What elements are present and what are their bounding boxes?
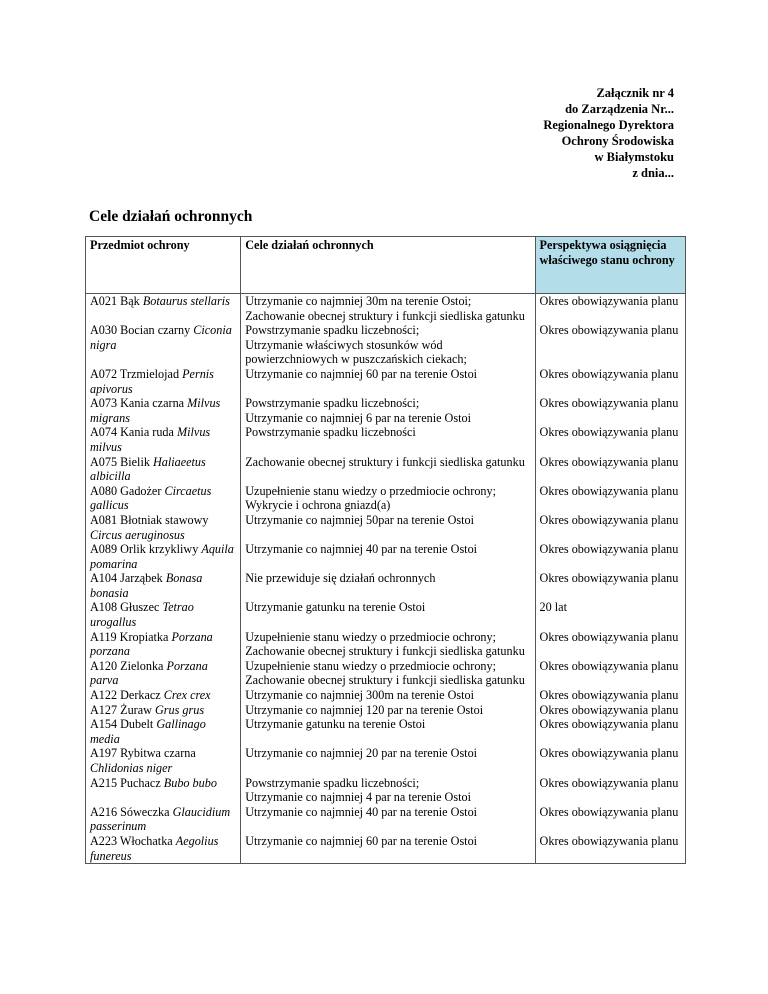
- perspective-text: Okres obowiązywania planu: [539, 454, 679, 469]
- perspective-text: Okres obowiązywania planu: [539, 323, 679, 338]
- goal-text: Utrzymanie co najmniej 40 par na terenie Ostoi: [245, 542, 478, 557]
- species-latin-name: Gallinago media: [90, 717, 206, 746]
- perspective-cell: [535, 746, 685, 775]
- perspective-text: Okres obowiązywania planu: [539, 717, 679, 732]
- goal-text: Zachowanie obecnej struktury i funkcji siedliska gatunku: [245, 308, 525, 323]
- subject-cell: [86, 834, 241, 864]
- subject-cell: [86, 600, 241, 629]
- table-row: [86, 542, 686, 571]
- goal-text: Zachowanie obecnej struktury i funkcji siedliska gatunku: [245, 644, 525, 659]
- species-latin-name: Botaurus stellaris: [142, 294, 230, 308]
- species-latin-name: Crex crex: [163, 688, 211, 703]
- header-goals: Cele działań ochronnych: [241, 237, 535, 294]
- perspective-cell: [535, 630, 685, 659]
- header-subject: Przedmiot ochrony: [86, 237, 241, 294]
- perspective-cell: [535, 367, 685, 396]
- perspective-cell: [535, 776, 685, 805]
- table-row: [86, 688, 686, 703]
- goals-cell: [241, 455, 535, 484]
- table-row: [86, 367, 686, 396]
- subject-cell: [86, 630, 241, 659]
- perspective-cell: [535, 484, 685, 513]
- goal-text: Utrzymanie właściwych stosunków wód powierzchniowych w puszczańskich ciekach;: [245, 337, 467, 367]
- perspective-text: Okres obowiązywania planu: [539, 804, 679, 819]
- species-latin-name: Circus aeruginosus: [90, 527, 185, 542]
- species-latin-name: Aegolius funereus: [90, 833, 219, 863]
- table-row: [86, 396, 686, 425]
- goal-text: Utrzymanie co najmniej 6 par na terenie Ostoi: [245, 410, 471, 425]
- species-latin-name: Bonasa bonasia: [90, 571, 203, 600]
- goals-cell: [241, 688, 535, 703]
- table-row: [86, 630, 686, 659]
- species-latin-name: Ciconia nigra: [90, 323, 232, 352]
- perspective-text: Okres obowiązywania planu: [539, 658, 679, 673]
- species-latin-name: Glaucidium passerinum: [90, 804, 231, 834]
- subject-cell: [86, 513, 241, 542]
- species-code: A197 Rybitwa czarna: [90, 746, 196, 761]
- subject-cell: [86, 425, 241, 454]
- table-header-row: [86, 237, 686, 294]
- species-code: A030 Bocian czarny: [90, 323, 194, 338]
- table-row: [86, 455, 686, 484]
- species-code: A104 Jarząbek: [90, 571, 166, 586]
- perspective-text: Okres obowiązywania planu: [539, 483, 679, 498]
- perspective-cell: [535, 455, 685, 484]
- table-row: [86, 600, 686, 629]
- table-row: [86, 834, 686, 864]
- goals-cell: [241, 746, 535, 775]
- perspective-text: Okres obowiązywania planu: [539, 833, 679, 848]
- perspective-cell: [535, 703, 685, 718]
- table-row: [86, 294, 686, 324]
- perspective-cell: [535, 323, 685, 367]
- species-code: A072 Trzmielojad: [90, 366, 183, 381]
- goals-cell: [241, 776, 535, 805]
- perspective-text: Okres obowiązywania planu: [539, 702, 679, 717]
- perspective-text: 20 lat: [539, 600, 567, 615]
- goal-text: Utrzymanie co najmniej 40 par na terenie Ostoi: [245, 804, 478, 819]
- goals-cell: [241, 659, 535, 688]
- perspective-text: Okres obowiązywania planu: [539, 629, 679, 644]
- perspective-cell: [535, 571, 685, 600]
- species-latin-name: Aquila pomarina: [90, 542, 234, 571]
- perspective-text: Okres obowiązywania planu: [539, 746, 679, 761]
- subject-cell: [86, 717, 241, 746]
- subject-cell: [86, 367, 241, 396]
- species-latin-name: Milvus migrans: [90, 396, 221, 425]
- species-code: A223 Włochatka: [90, 833, 176, 848]
- goals-cell: [241, 630, 535, 659]
- species-code: A089 Orlik krzykliwy: [90, 542, 202, 557]
- perspective-text: Okres obowiązywania planu: [539, 512, 679, 527]
- perspective-cell: [535, 659, 685, 688]
- header-line: Załącznik nr 4: [596, 86, 674, 100]
- species-latin-name: Milvus milvus: [90, 425, 211, 454]
- perspective-cell: [535, 513, 685, 542]
- goals-cell: [241, 367, 535, 396]
- goal-text: Wykrycie i ochrona gniazd(a): [245, 498, 391, 513]
- table-row: [86, 425, 686, 454]
- header-line: Ochrony Środowiska: [561, 134, 674, 148]
- species-code: A216 Sóweczka: [90, 804, 173, 819]
- goals-cell: [241, 805, 535, 834]
- perspective-text: Okres obowiązywania planu: [539, 396, 679, 411]
- species-code: A119 Kropiatka: [90, 629, 172, 644]
- species-code: A120 Zielonka: [90, 658, 167, 673]
- perspective-cell: [535, 834, 685, 864]
- goal-text: Utrzymanie co najmniej 60 par na terenie Ostoi: [245, 833, 478, 848]
- goals-table: [85, 236, 686, 864]
- species-code: A021 Bąk: [90, 294, 143, 308]
- goal-text: Utrzymanie co najmniej 50par na terenie Ostoi: [245, 512, 475, 527]
- species-code: A073 Kania czarna: [90, 396, 188, 411]
- header-line: z dnia...: [632, 166, 674, 180]
- goal-text: Utrzymanie co najmniej 4 par na terenie Ostoi: [245, 790, 471, 805]
- goal-text: Utrzymanie gatunku na terenie Ostoi: [245, 717, 426, 732]
- header-line: do Zarządzenia Nr...: [565, 102, 674, 116]
- goals-cell: [241, 323, 535, 367]
- table-row: [86, 659, 686, 688]
- species-code: A108 Głuszec: [90, 600, 163, 615]
- perspective-text: Okres obowiązywania planu: [539, 688, 679, 703]
- goal-text: Powstrzymanie spadku liczebności;: [245, 775, 420, 790]
- perspective-cell: [535, 425, 685, 454]
- goals-cell: [241, 513, 535, 542]
- table-row: [86, 717, 686, 746]
- species-code: A215 Puchacz: [90, 775, 164, 790]
- goal-text: Nie przewiduje się działań ochronnych: [245, 571, 436, 586]
- goals-cell: [241, 571, 535, 600]
- goal-text: Powstrzymanie spadku liczebności;: [245, 323, 420, 338]
- goal-text: Zachowanie obecnej struktury i funkcji siedliska gatunku: [245, 673, 525, 688]
- perspective-text: Okres obowiązywania planu: [539, 366, 679, 381]
- goal-text: Powstrzymanie spadku liczebności: [245, 425, 416, 440]
- document-header: [543, 85, 674, 181]
- subject-cell: [86, 294, 241, 324]
- subject-cell: [86, 571, 241, 600]
- goal-text: Powstrzymanie spadku liczebności;: [245, 396, 420, 411]
- subject-cell: [86, 455, 241, 484]
- table-body: [86, 294, 686, 864]
- perspective-cell: [535, 717, 685, 746]
- subject-cell: [86, 703, 241, 718]
- perspective-text: Okres obowiązywania planu: [539, 294, 679, 308]
- goal-text: Uzupełnienie stanu wiedzy o przedmiocie ochrony;: [245, 658, 497, 673]
- goal-text: Zachowanie obecnej struktury i funkcji siedliska gatunku: [245, 454, 525, 469]
- species-latin-name: Haliaeetus albicilla: [90, 454, 206, 484]
- perspective-text: Okres obowiązywania planu: [539, 542, 679, 557]
- subject-cell: [86, 484, 241, 513]
- species-code: A122 Derkacz: [90, 688, 164, 703]
- perspective-cell: [535, 805, 685, 834]
- species-code: A074 Kania ruda: [90, 425, 177, 440]
- perspective-cell: [535, 688, 685, 703]
- perspective-text: Okres obowiązywania planu: [539, 425, 679, 440]
- perspective-text: Okres obowiązywania planu: [539, 775, 679, 790]
- table-row: [86, 323, 686, 367]
- species-latin-name: Pernis apivorus: [90, 366, 214, 396]
- subject-cell: [86, 542, 241, 571]
- perspective-cell: [535, 600, 685, 629]
- goals-cell: [241, 542, 535, 571]
- perspective-text: Okres obowiązywania planu: [539, 571, 679, 586]
- goals-cell: [241, 425, 535, 454]
- goals-cell: [241, 834, 535, 864]
- goal-text: Utrzymanie co najmniej 300m na terenie Ostoi: [245, 688, 475, 703]
- species-latin-name: Porzana parva: [90, 658, 208, 688]
- subject-cell: [86, 805, 241, 834]
- goals-cell: [241, 703, 535, 718]
- table-row: [86, 805, 686, 834]
- subject-cell: [86, 746, 241, 775]
- table-row: [86, 484, 686, 513]
- table-row: [86, 703, 686, 718]
- species-latin-name: Tetrao urogallus: [90, 600, 194, 630]
- subject-cell: [86, 688, 241, 703]
- goal-text: Utrzymanie co najmniej 120 par na terenie Ostoi: [245, 702, 484, 717]
- species-latin-name: Grus grus: [154, 702, 205, 717]
- goal-text: Uzupełnienie stanu wiedzy o przedmiocie ochrony;: [245, 629, 497, 644]
- subject-cell: [86, 396, 241, 425]
- species-code: A127 Żuraw: [90, 702, 155, 717]
- header-perspective: Perspektywa osiągnięcia właściwego stanu ochrony: [535, 237, 685, 294]
- goals-cell: [241, 600, 535, 629]
- species-latin-name: Chlidonias niger: [90, 761, 173, 775]
- page-title: Cele działań ochronnych: [89, 208, 253, 225]
- goals-cell: [241, 484, 535, 513]
- species-code: A080 Gadożer: [90, 483, 165, 498]
- goal-text: Uzupełnienie stanu wiedzy o przedmiocie ochrony;: [245, 483, 497, 498]
- table-row: [86, 571, 686, 600]
- table-row: [86, 746, 686, 775]
- perspective-cell: [535, 542, 685, 571]
- goals-cell: [241, 396, 535, 425]
- goals-cell: [241, 294, 535, 324]
- goals-cell: [241, 717, 535, 746]
- species-code: A075 Bielik: [90, 454, 153, 469]
- goal-text: Utrzymanie co najmniej 30m na terenie Ostoi;: [245, 294, 472, 308]
- species-latin-name: Bubo bubo: [163, 775, 217, 790]
- header-line: Regionalnego Dyrektora: [543, 118, 674, 132]
- header-line: w Białymstoku: [594, 150, 674, 164]
- table-row: [86, 513, 686, 542]
- subject-cell: [86, 776, 241, 805]
- species-latin-name: Porzana porzana: [90, 629, 213, 659]
- perspective-cell: [535, 294, 685, 324]
- species-code: A081 Błotniak stawowy: [90, 512, 209, 527]
- goal-text: Utrzymanie gatunku na terenie Ostoi: [245, 600, 426, 615]
- perspective-cell: [535, 396, 685, 425]
- table-row: [86, 776, 686, 805]
- goal-text: Utrzymanie co najmniej 20 par na terenie Ostoi: [245, 746, 478, 761]
- species-code: A154 Dubelt: [90, 717, 157, 732]
- species-latin-name: Circaetus gallicus: [90, 483, 212, 513]
- subject-cell: [86, 323, 241, 367]
- goal-text: Utrzymanie co najmniej 60 par na terenie Ostoi: [245, 366, 478, 381]
- subject-cell: [86, 659, 241, 688]
